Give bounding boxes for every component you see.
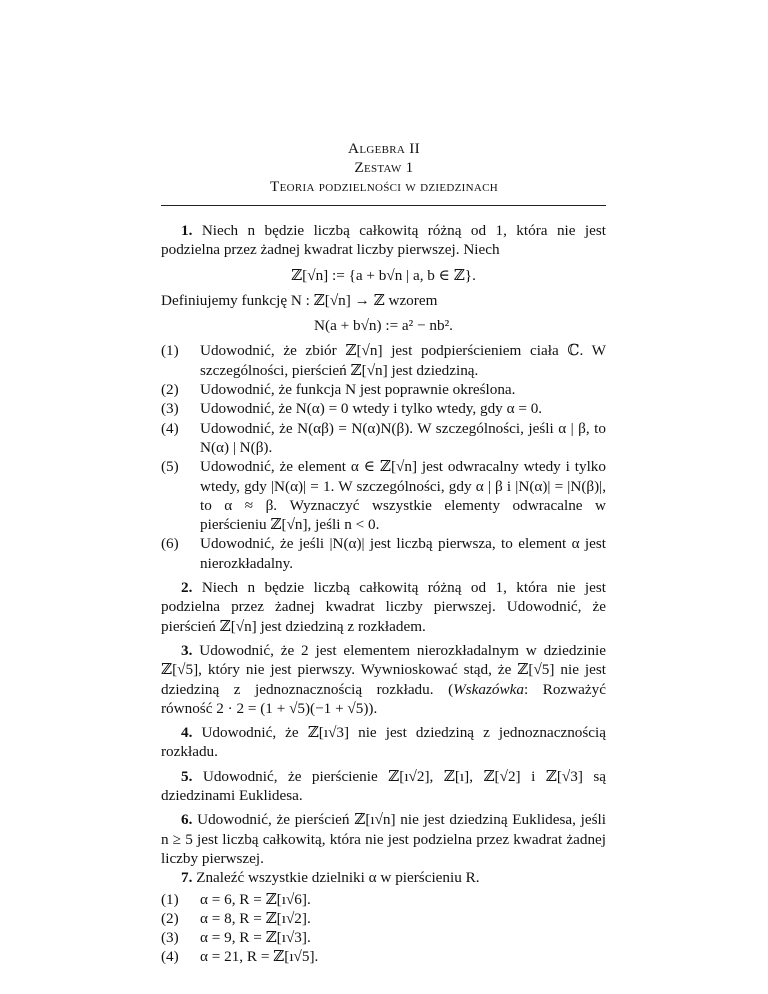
item-text: α = 8, R = ℤ[ı√2].	[200, 909, 311, 927]
problem-number: 2.	[181, 579, 193, 597]
item-label: (1)	[161, 342, 179, 360]
list-item	[161, 341, 606, 380]
list-item	[161, 909, 606, 928]
problem-7-items	[161, 890, 606, 967]
problem-text: Udowodnić, że pierścienie ℤ[ı√2], ℤ[ı], ℤ[√2] i ℤ[√3] są dziedzinami Euklidesa.	[161, 767, 607, 805]
header-divider	[161, 205, 606, 206]
item-text: α = 9, R = ℤ[ı√3].	[200, 929, 311, 947]
problem-number: 7.	[181, 869, 193, 887]
topic-title: Teoria podzielności w dziedzinach	[270, 178, 498, 195]
set-title: Zestaw 1	[354, 159, 414, 176]
hint-text: : Rozważyć równość 2 · 2 = (1 + √5)(−1 + √5)).	[161, 680, 606, 717]
problem-text: Udowodnić, że pierścień ℤ[ı√n] nie jest dziedziną Euklidesa, jeśli n ≥ 5 jest liczbą całkowitą, która nie jest podzielna przez kwadrat żadnej liczby pierwszej.	[161, 811, 606, 867]
item-label: (3)	[161, 929, 179, 947]
item-text: Udowodnić, że funkcja N jest poprawnie określona.	[200, 381, 516, 399]
item-text: Udowodnić, że N(α) = 0 wtedy i tylko wtedy, gdy α = 0.	[200, 400, 543, 418]
item-text: Udowodnić, że N(αβ) = N(α)N(β). W szczególności, jeśli α | β, to N(α) | N(β).	[200, 419, 606, 456]
list-item	[161, 399, 606, 418]
list-item	[161, 419, 606, 458]
item-label: (3)	[161, 400, 179, 418]
item-label: (2)	[161, 381, 179, 399]
list-item	[161, 457, 606, 534]
problem-3	[161, 641, 606, 718]
problem-7	[161, 868, 606, 966]
item-text: Udowodnić, że element α ∈ ℤ[√n] jest odwracalny wtedy i tylko wtedy, gdy |N(α)| = 1. W szczególności, gdy α | β i |N(α)| = |N(β)|, to α ≈ β. Wyznaczyć wszystkie elementy odwracalne w pierścieniu ℤ[√n], jeśli n < 0.	[200, 458, 606, 534]
item-text: α = 6, R = ℤ[ı√6].	[200, 890, 311, 908]
item-label: (2)	[161, 909, 179, 927]
problem-6	[161, 810, 606, 868]
course-title: Algebra II	[348, 140, 420, 157]
item-text: Udowodnić, że zbiór ℤ[√n] jest podpierścieniem ciała ℂ. W szczególności, pierścień ℤ[√n] jest dziedziną.	[200, 342, 606, 379]
problem-text: Niech n będzie liczbą całkowitą różną od 1, która nie jest podzielna przez żadnej kwadrat liczby pierwszej. Niech	[161, 222, 607, 259]
item-label: (5)	[161, 458, 179, 476]
problem-number: 4.	[181, 724, 193, 742]
problem-text: Znaleźć wszystkie dzielniki α w pierścieniu R.	[196, 869, 480, 887]
problem-1-items	[161, 341, 606, 573]
problem-text: Niech n będzie liczbą całkowitą różną od 1, która nie jest podzielna przez żadnej kwadrat liczby pierwszej. Udowodnić, że pierścień ℤ[√n] jest dziedziną z rozkładem.	[161, 579, 607, 635]
problem-number: 6.	[181, 811, 193, 829]
problem-text: Udowodnić, że ℤ[ı√3] nie jest dziedziną z jednoznacznością rozkładu.	[161, 724, 606, 761]
ring-definition-formula: ℤ[√n] := {a + b√n | a, b ∈ ℤ}.	[291, 266, 476, 284]
item-label: (6)	[161, 535, 179, 553]
list-item	[161, 928, 606, 947]
problem-2	[161, 578, 606, 636]
problem-list	[161, 221, 606, 967]
list-item	[161, 947, 606, 966]
problem-number: 5.	[181, 767, 193, 785]
problem-number: 1.	[181, 222, 193, 239]
list-item	[161, 890, 606, 909]
item-label: (1)	[161, 890, 179, 908]
problem-text: Udowodnić, że 2 jest elementem nierozkładalnym w dziedzinie ℤ[√5], który nie jest pierwszy. Wywnioskować stąd, że ℤ[√5] nie jest dziedziną z jednoznacznością rozkładu. (	[161, 641, 606, 698]
norm-definition-text: Definiujemy funkcję N : ℤ[√n] → ℤ wzorem	[161, 291, 438, 309]
list-item	[161, 534, 606, 573]
item-text: Udowodnić, że jeśli |N(α)| jest liczbą pierwsza, to element α jest nierozkładalny.	[200, 535, 606, 572]
problem-4	[161, 723, 606, 762]
hint-label: Wskazówka	[453, 680, 524, 698]
problem-1-intro	[161, 221, 606, 260]
norm-formula: N(a + b√n) := a² − nb².	[314, 317, 453, 335]
problem-5	[161, 767, 606, 806]
list-item	[161, 380, 606, 399]
item-label: (4)	[161, 419, 179, 437]
problem-number: 3.	[181, 641, 193, 659]
item-label: (4)	[161, 948, 179, 966]
document-header	[0, 139, 768, 196]
problem-7-intro	[161, 868, 606, 887]
problem-1	[161, 221, 606, 573]
item-text: α = 21, R = ℤ[ı√5].	[200, 948, 319, 966]
